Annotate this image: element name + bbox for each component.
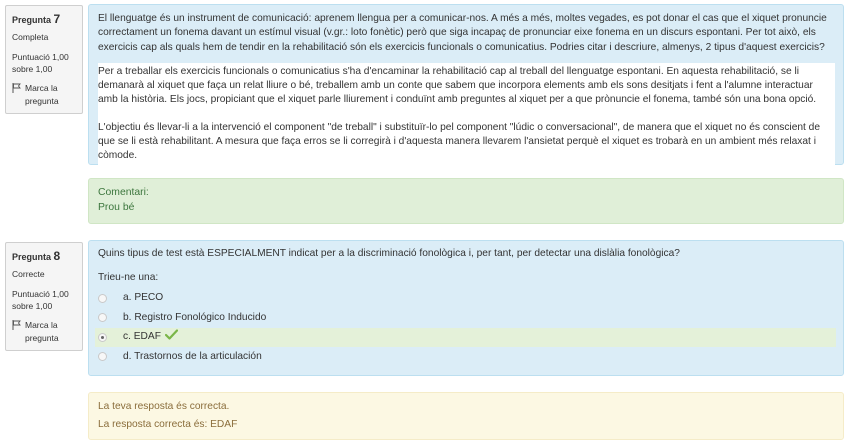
flag-question-button[interactable] [12, 319, 77, 344]
question-8-formulation [88, 240, 844, 376]
question-text: El llenguatge és un instrument de comunicació: aprenem llengua per a comunicar-nos. A més a més, moltes vegades, es pot donar el cas que el xiquet pronuncie correctament un fonema davant un estímul visual (v.gr.: loto fonètic) però que siga incapaç de pronunciar eixe fonema en un discurs espontani. Per tot això, els exercicis cap als quals hem de tendir en la rehabilitació són els exercicis funcionals o comunicatius. Podries citar i descriure, almenys, 2 tipus d'aquest exercicis? [98, 13, 827, 53]
answer-text-area[interactable] [98, 63, 835, 166]
option-label: a. PECO [123, 292, 164, 304]
radio-button[interactable] [98, 352, 107, 361]
option-label: b. Registro Fonológico Inducido [123, 311, 267, 323]
answer-option-c[interactable] [95, 328, 836, 348]
question-7-info [5, 5, 83, 114]
answer-option-b[interactable] [95, 308, 834, 328]
question-text: Quins tipus de test està ESPECIALMENT indicat per a la discriminació fonològica i, per tant, per detectar una dislàlia fonològica? [98, 248, 680, 259]
comment-title: Comentari: [98, 187, 149, 198]
answer-option-d[interactable] [95, 347, 834, 367]
answer-paragraph: L'objectiu és llevar-li a la intervenció el component "de treball" i substituïr-lo pel component "lúdic o conversacional", de manera que el xiquet no és conscient de que se li està rehabilitant. A mesura que faça erros se li corregirà i d'aquesta manera llevarem l'ansietat perquè el xiquet es trobarà en un ambient més relaxat i còmode. [98, 121, 821, 162]
answer-feedback [88, 392, 844, 440]
question-number: 8 [53, 249, 61, 263]
question-number: 7 [53, 12, 61, 26]
flag-icon [12, 319, 21, 333]
answer-paragraph: Per a treballar els exercicis funcionals o comunicatius s'ha d'encaminar la rehabilitació cap al treball del llenguatge espontani. En aquesta rehabilitació, se li demanarà al xiquet que faça un relat lliure o bé, treballem amb un conte que sabem que incorpora elements amb els sons desitjats i fent a l'alumne interactuar amb la història. Els jocs, propiciant que el xiquet parle lliurement i conduïnt amb preguntes al xiquet per a que prònuncie el fonema, també són una bona opció. [98, 65, 817, 106]
grade-line-2: sobre 1,00 [12, 64, 53, 75]
flag-icon [12, 82, 21, 96]
grade-line-2: sobre 1,00 [12, 301, 53, 312]
question-8-heading [12, 248, 77, 265]
grader-comment [88, 178, 844, 224]
flag-label: Marca la pregunta [25, 83, 59, 106]
question-state: Correcte [12, 269, 45, 280]
radio-button-selected[interactable] [98, 333, 107, 342]
question-grade [12, 288, 77, 313]
question-7-heading [12, 11, 77, 28]
check-icon [165, 329, 178, 345]
grade-line-1: Puntuació 1,00 [12, 288, 69, 299]
question-label: Pregunta [12, 15, 52, 25]
feedback-right-answer: La resposta correcta és: EDAF [98, 419, 238, 430]
option-label: c. EDAF [123, 331, 161, 343]
option-label: d. Trastornos de la articulación [123, 350, 262, 362]
radio-button[interactable] [98, 313, 107, 322]
flag-question-button[interactable] [12, 82, 77, 107]
question-label: Pregunta [12, 252, 52, 262]
answer-option-a[interactable] [95, 289, 834, 309]
flag-label: Marca la pregunta [25, 320, 59, 343]
question-state: Completa [12, 32, 49, 43]
question-grade [12, 51, 77, 76]
answer-prompt: Trieu-ne una: [98, 272, 159, 284]
question-8-info [5, 242, 83, 351]
comment-text: Prou bé [98, 202, 135, 213]
question-7-formulation [88, 4, 844, 165]
grade-line-1: Puntuació 1,00 [12, 51, 69, 62]
radio-button[interactable] [98, 294, 107, 303]
feedback-correct: La teva resposta és correcta. [98, 401, 230, 412]
